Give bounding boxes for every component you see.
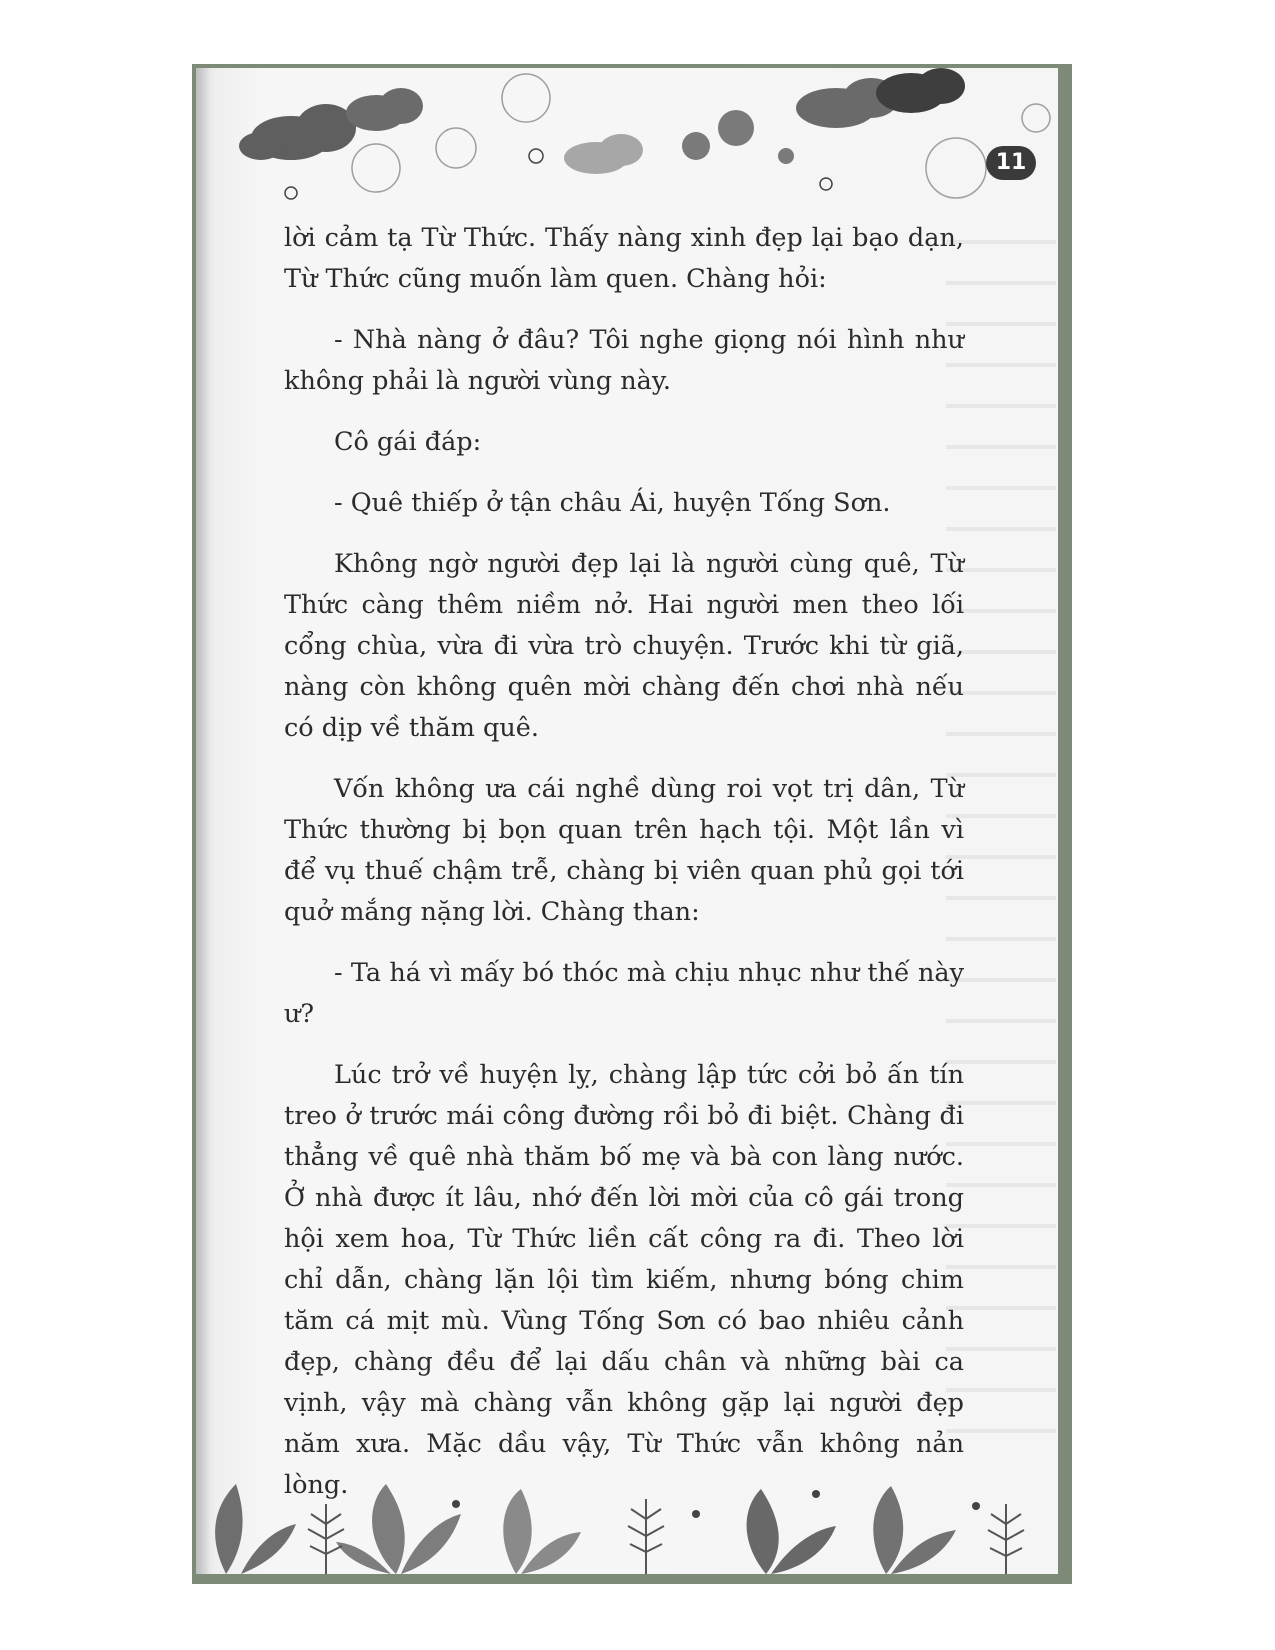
paragraph: - Quê thiếp ở tận châu Ái, huyện Tống Sơn.: [334, 488, 891, 518]
paragraph: Không ngờ người đẹp lại là người cùng quê, Từ Thức càng thêm niềm nở. Hai người men theo lối cổng chùa, vừa đi vừa trò chuyện. Trước khi từ giã, nàng còn không quên mời chàng đến chơi nhà nếu có dịp về thăm quê.: [284, 549, 964, 743]
leaf-icon: [503, 1489, 581, 1574]
leaf-icon: [747, 1489, 836, 1574]
paragraph: - Nhà nàng ở đâu? Tôi nghe giọng nói hình như không phải là người vùng này.: [284, 325, 964, 396]
cloud-icon: [564, 134, 643, 174]
paragraph: Cô gái đáp:: [334, 427, 482, 457]
leaf-icon: [873, 1486, 956, 1574]
leaf-icon: [215, 1484, 296, 1574]
book-page: [196, 68, 1058, 1574]
body-text: [284, 218, 964, 1526]
spine-shadow: [196, 68, 210, 1574]
book-photo: [192, 64, 1072, 1584]
paragraph: Vốn không ưa cái nghề dùng roi vọt trị dân, Từ Thức thường bị bọn quan trên hạch tội. Một lần vì để vụ thuế chậm trễ, chàng bị viên quan phủ gọi tới quở mắng nặng lời. Chàng than:: [284, 774, 964, 927]
paragraph: Lúc trở về huyện lỵ, chàng lập tức cởi bỏ ấn tín treo ở trước mái công đường rồi bỏ đi biệt. Chàng đi thẳng về quê nhà thăm bố mẹ và bà con làng nước. Ở nhà được ít lâu, nhớ đến lời mời của cô gái trong hội xem hoa, Từ Thức liền cất công ra đi. Theo lời chỉ dẫn, chàng lặn lội tìm kiếm, nhưng bóng chim tăm cá mịt mù. Vùng Tống Sơn có bao nhiêu cảnh đẹp, chàng đều để lại dấu chân và những bài ca vịnh, vậy mà chàng vẫn không gặp lại người đẹp năm xưa. Mặc dầu vậy, Từ Thức vẫn không nản lòng.: [284, 1060, 964, 1500]
leaf-icon: [336, 1484, 461, 1574]
paragraph: - Ta há vì mấy bó thóc mà chịu nhục như thế này ư?: [284, 958, 964, 1029]
cloud-icon: [346, 88, 423, 131]
cloud-icon: [239, 104, 356, 160]
bubble-icon: [682, 110, 794, 164]
plant-decoration-bottom: [196, 1444, 1058, 1574]
paragraph: lời cảm tạ Từ Thức. Thấy nàng xinh đẹp lại bạo dạn, Từ Thức cũng muốn làm quen. Chàng hỏi:: [284, 223, 964, 294]
cloud-icon: [876, 68, 965, 113]
small-bubble-icon: [285, 149, 832, 199]
cloud-decoration-top: [196, 68, 1058, 218]
page-number-badge: 11: [986, 146, 1036, 180]
